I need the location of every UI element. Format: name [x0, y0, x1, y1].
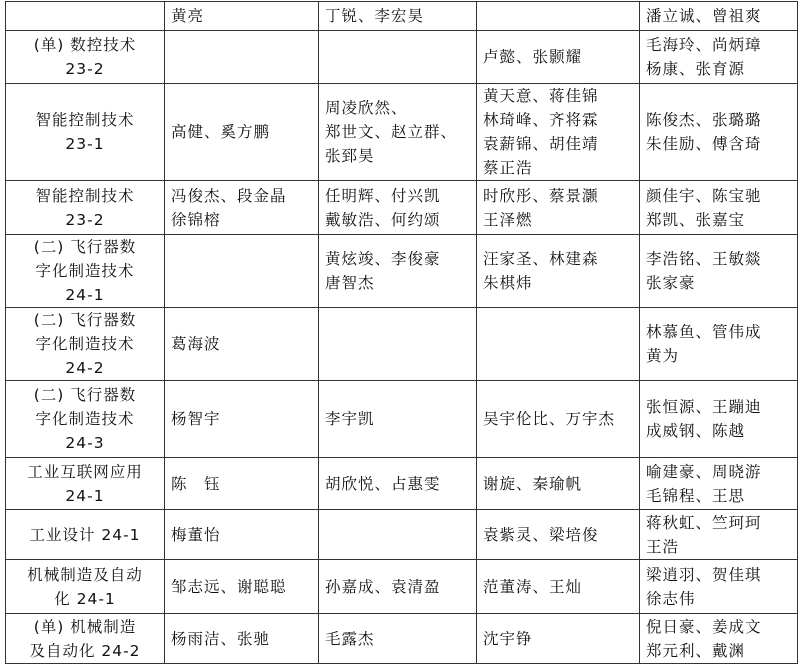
- names-cell: [640, 381, 798, 458]
- names-line: 胡欣悦、占惠雯: [325, 474, 441, 493]
- class-name-line: 智能控制技术: [35, 111, 135, 129]
- names-line: 袁紫灵、梁培俊: [483, 525, 599, 544]
- class-name-line: 23-2: [65, 210, 105, 229]
- names-cell: [477, 614, 640, 664]
- names-line: 葛海波: [171, 335, 221, 353]
- class-name-line: (二) 飞行器数: [33, 238, 137, 256]
- names-line: 张郅昊: [325, 147, 375, 165]
- names-cell: [319, 510, 477, 560]
- names-line: 任明辉、付兴凯: [325, 186, 441, 205]
- roster-table-body: [6, 2, 798, 664]
- names-line: 陈俊杰、张璐璐: [646, 111, 762, 129]
- names-line: 颜佳宇、陈宝驰: [646, 186, 762, 205]
- names-line: 杨雨洁、张驰: [171, 629, 271, 648]
- names-cell: [640, 181, 798, 235]
- class-name-line: 工业设计 24-1: [29, 525, 141, 544]
- names-cell: [165, 381, 319, 458]
- names-cell: [640, 614, 798, 664]
- names-line: 杨智宇: [171, 410, 221, 428]
- table-row: [6, 308, 798, 381]
- names-line: 时欣彤、蔡景灏: [483, 186, 599, 205]
- names-cell: [640, 308, 798, 381]
- names-line: 汪家圣、林建森: [483, 250, 599, 268]
- names-line: 朱佳励、傅含琦: [646, 135, 762, 153]
- header-row: [6, 2, 798, 31]
- table-row: [6, 614, 798, 664]
- names-cell: [165, 84, 319, 181]
- names-line: 卢懿、张颢耀: [483, 48, 583, 66]
- table-row: [6, 560, 798, 614]
- names-cell: [477, 458, 640, 510]
- names-cell: [640, 235, 798, 308]
- names-cell: [477, 560, 640, 614]
- names-line: 沈宇铮: [483, 629, 533, 648]
- names-line: 冯俊杰、段金晶: [171, 186, 287, 205]
- class-name-line: 机械制造及自动: [27, 565, 143, 584]
- class-name-line: 24-1: [65, 486, 105, 505]
- names-cell: [319, 84, 477, 181]
- class-name-line: 字化制造技术: [35, 410, 135, 428]
- names-line: 毛海玲、尚炳璋: [646, 36, 762, 54]
- names-line: 徐志伟: [646, 589, 696, 608]
- class-name-line: 化 24-1: [54, 589, 116, 608]
- names-cell: [477, 381, 640, 458]
- names-cell: [640, 31, 798, 84]
- class-name-line: 字化制造技术: [35, 262, 135, 280]
- names-cell: [165, 560, 319, 614]
- names-cell: [165, 235, 319, 308]
- names-line: 黄天意、蒋佳锦: [483, 87, 599, 105]
- names-line: 高健、奚方鹏: [171, 123, 271, 141]
- names-cell: [319, 308, 477, 381]
- names-line: 梅董怡: [171, 525, 221, 544]
- names-line: 李宇凯: [325, 410, 375, 428]
- roster-table: [5, 1, 798, 664]
- names-line: 杨康、张育源: [646, 60, 746, 78]
- names-cell: [477, 31, 640, 84]
- names-line: 徐锦榕: [171, 210, 221, 229]
- names-line: 陈 钰: [171, 474, 221, 493]
- names-line: 戴敏浩、何约颂: [325, 210, 441, 229]
- names-line: 张家豪: [646, 274, 696, 292]
- class-name-cell: [6, 181, 165, 235]
- header-cell-0: [6, 2, 165, 31]
- class-name-line: 24-1: [65, 286, 105, 304]
- class-name-line: (单) 机械制造: [33, 617, 137, 636]
- names-line: 梁逍羽、贺佳琪: [646, 565, 762, 584]
- names-line: 王浩: [646, 537, 680, 556]
- names-cell: [165, 510, 319, 560]
- names-cell: [319, 181, 477, 235]
- table-row: [6, 381, 798, 458]
- names-cell: [477, 308, 640, 381]
- names-cell: [319, 381, 477, 458]
- names-line: 郑元利、戴渊: [646, 641, 746, 660]
- class-name-cell: [6, 235, 165, 308]
- names-line: 毛露杰: [325, 629, 375, 648]
- class-name-cell: [6, 84, 165, 181]
- class-name-cell: [6, 458, 165, 510]
- table-row: [6, 84, 798, 181]
- class-name-line: (二) 飞行器数: [33, 311, 137, 329]
- names-cell: [165, 31, 319, 84]
- names-line: 喻建豪、周晓游: [646, 462, 762, 481]
- names-cell: [477, 84, 640, 181]
- header-cell-3: [477, 2, 640, 31]
- names-line: 朱棋炜: [483, 274, 533, 292]
- class-name-line: (单) 数控技术: [33, 36, 137, 54]
- table-row: [6, 31, 798, 84]
- names-line: 李浩铭、王敏燚: [646, 250, 762, 268]
- names-cell: [319, 560, 477, 614]
- names-line: 蔡正浩: [483, 159, 533, 177]
- names-line: 林慕鱼、管伟成: [646, 323, 762, 341]
- class-name-line: 字化制造技术: [35, 335, 135, 353]
- header-cell-2: 丁锐、李宏昊: [319, 2, 477, 31]
- names-line: 郑世文、赵立群、: [325, 123, 458, 141]
- names-line: 张恒源、王蹦迪: [646, 398, 762, 416]
- names-line: 蒋秋虹、竺珂珂: [646, 513, 762, 532]
- class-name-cell: [6, 614, 165, 664]
- names-cell: [640, 458, 798, 510]
- class-name-line: 智能控制技术: [35, 186, 135, 205]
- names-line: 成威钢、陈越: [646, 422, 746, 440]
- names-cell: [477, 235, 640, 308]
- class-name-line: 工业互联网应用: [27, 462, 143, 481]
- table-row: [6, 181, 798, 235]
- names-cell: [319, 458, 477, 510]
- table-row: [6, 510, 798, 560]
- names-line: 谢旋、秦瑜帆: [483, 474, 583, 493]
- class-name-line: 及自动化 24-2: [29, 641, 141, 660]
- names-line: 王泽燃: [483, 210, 533, 229]
- names-cell: [165, 614, 319, 664]
- names-line: 林琦峰、齐将霖: [483, 111, 599, 129]
- header-cell-1: 黄亮: [165, 2, 319, 31]
- class-name-cell: [6, 510, 165, 560]
- names-line: 范董涛、王灿: [483, 577, 583, 596]
- names-cell: [640, 560, 798, 614]
- header-cell-4: 潘立诚、曾祖爽: [640, 2, 798, 31]
- names-cell: [165, 181, 319, 235]
- class-name-cell: [6, 560, 165, 614]
- names-cell: [640, 84, 798, 181]
- names-cell: [319, 31, 477, 84]
- names-line: 倪日豪、姜成文: [646, 617, 762, 636]
- names-cell: [165, 308, 319, 381]
- names-cell: [640, 510, 798, 560]
- table-row: [6, 235, 798, 308]
- class-name-line: (二) 飞行器数: [33, 386, 137, 404]
- names-cell: [319, 614, 477, 664]
- class-name-line: 24-3: [65, 434, 105, 452]
- class-name-cell: [6, 308, 165, 381]
- names-cell: [477, 181, 640, 235]
- class-name-line: 24-2: [65, 359, 105, 377]
- names-line: 唐智杰: [325, 274, 375, 292]
- class-name-line: 23-1: [65, 135, 105, 153]
- names-line: 毛锦程、王思: [646, 486, 746, 505]
- names-line: 吴宇伦比、万宇杰: [483, 410, 616, 428]
- names-cell: [477, 510, 640, 560]
- class-name-cell: [6, 381, 165, 458]
- names-line: 周凌欣然、: [325, 99, 408, 117]
- names-line: 孙嘉成、袁清盈: [325, 577, 441, 596]
- table-row: [6, 458, 798, 510]
- names-cell: [165, 458, 319, 510]
- names-line: 黄为: [646, 347, 680, 365]
- names-line: 邹志远、谢聪聪: [171, 577, 287, 596]
- names-line: 袁薪锦、胡佳靖: [483, 135, 599, 153]
- class-name-line: 23-2: [65, 60, 105, 78]
- class-name-cell: [6, 31, 165, 84]
- names-cell: [319, 235, 477, 308]
- names-line: 黄炫竣、李俊豪: [325, 250, 441, 268]
- names-line: 郑凯、张嘉宝: [646, 210, 746, 229]
